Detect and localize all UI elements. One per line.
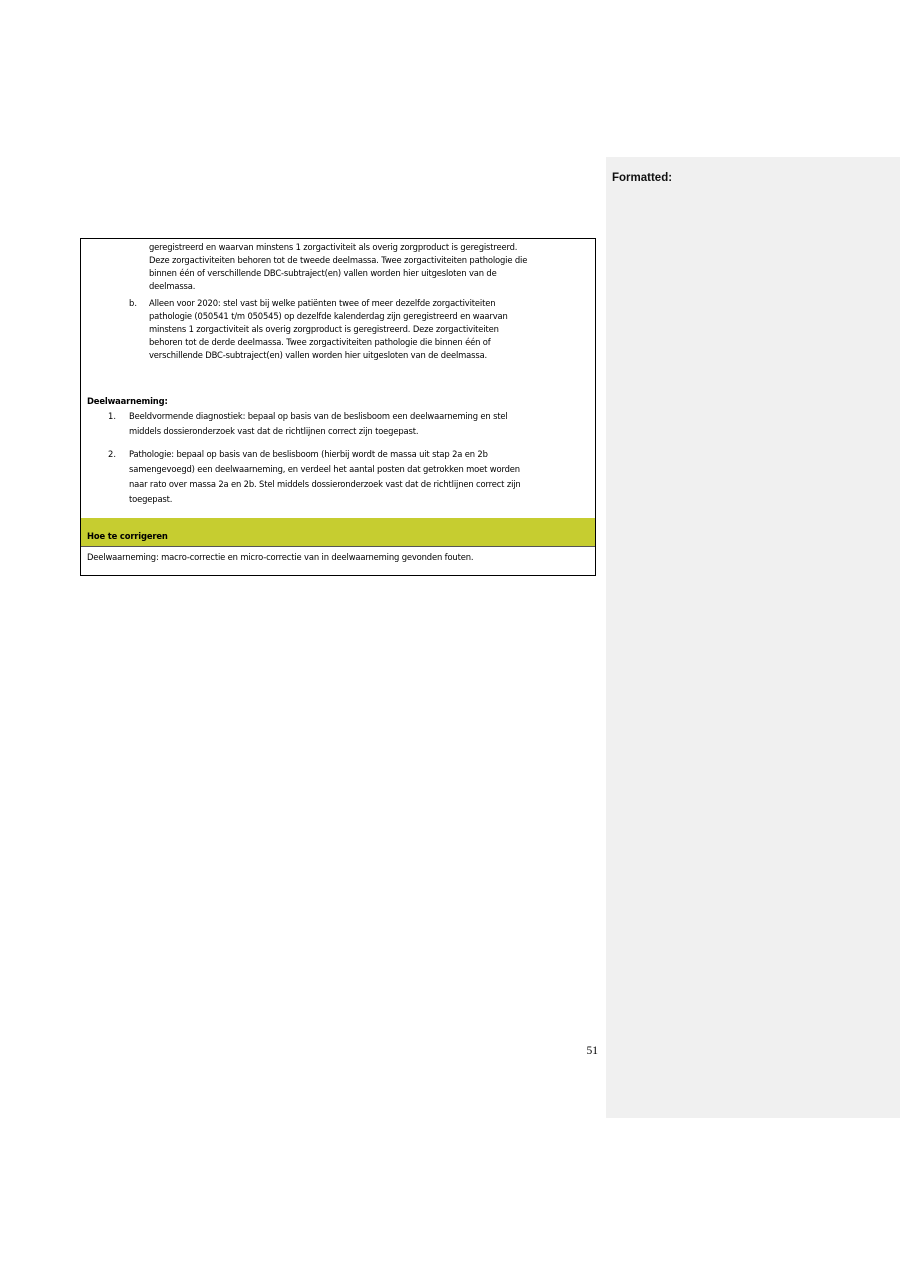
content-table [80,238,596,576]
text-line: middels dossieronderzoek vast dat de richtlijnen correct zijn toegepast. [129,426,419,436]
text-line: naar rato over massa 2a en 2b. Stel middels dossieronderzoek vast dat de richtlijnen correct zijn [129,479,521,489]
list-marker-2: 2. [108,449,116,459]
text-line: minstens 1 zorgactiviteit als overig zorgproduct is geregistreerd. Deze zorgactiviteiten [149,324,499,334]
text-line: verschillende DBC-subtraject(en) vallen worden hier uitgesloten van de deelmassa. [149,350,488,360]
text-line: Beeldvormende diagnostiek: bepaal op basis van de beslisboom een deelwaarneming en stel [129,411,508,421]
text-line: Deze zorgactiviteiten behoren tot de tweede deelmassa. Twee zorgactiviteiten pathologie die [149,255,528,265]
text-line: pathologie (050541 t/m 050545) op dezelfde kalenderdag zijn geregistreerd en waarvan [149,311,508,321]
row-divider [81,546,595,547]
text-line: behoren tot de derde deelmassa. Twee zorgactiviteiten pathologie die binnen één of [149,337,491,347]
text-line: binnen één of verschillende DBC-subtraject(en) vallen worden hier uitgesloten van de [149,268,497,278]
correction-text: Deelwaarneming: macro-correctie en micro-correctie van in deelwaarneming gevonden fouten. [87,552,474,562]
comment-pane-title: Formatted: [612,172,673,184]
text-line: Pathologie: bepaal op basis van de beslisboom (hierbij wordt de massa uit stap 2a en 2b [129,449,488,459]
correction-heading: Hoe te corrigeren [87,531,168,542]
list-marker-1: 1. [108,411,116,421]
text-line: deelmassa. [149,281,196,291]
text-line: toegepast. [129,494,173,504]
text-line: geregistreerd en waarvan minstens 1 zorgactiviteit als overig zorgproduct is geregistreerd. [149,242,518,252]
text-line: Alleen voor 2020: stel vast bij welke patiënten twee of meer dezelfde zorgactiviteiten [149,298,496,308]
comment-pane [606,157,900,1118]
deelwaarneming-heading: Deelwaarneming: [87,396,168,406]
page-number: 51 [586,1045,598,1057]
list-marker-b: b. [129,298,137,308]
text-line: samengevoegd) een deelwaarneming, en verdeel het aantal posten dat getrokken moet worden [129,464,520,474]
